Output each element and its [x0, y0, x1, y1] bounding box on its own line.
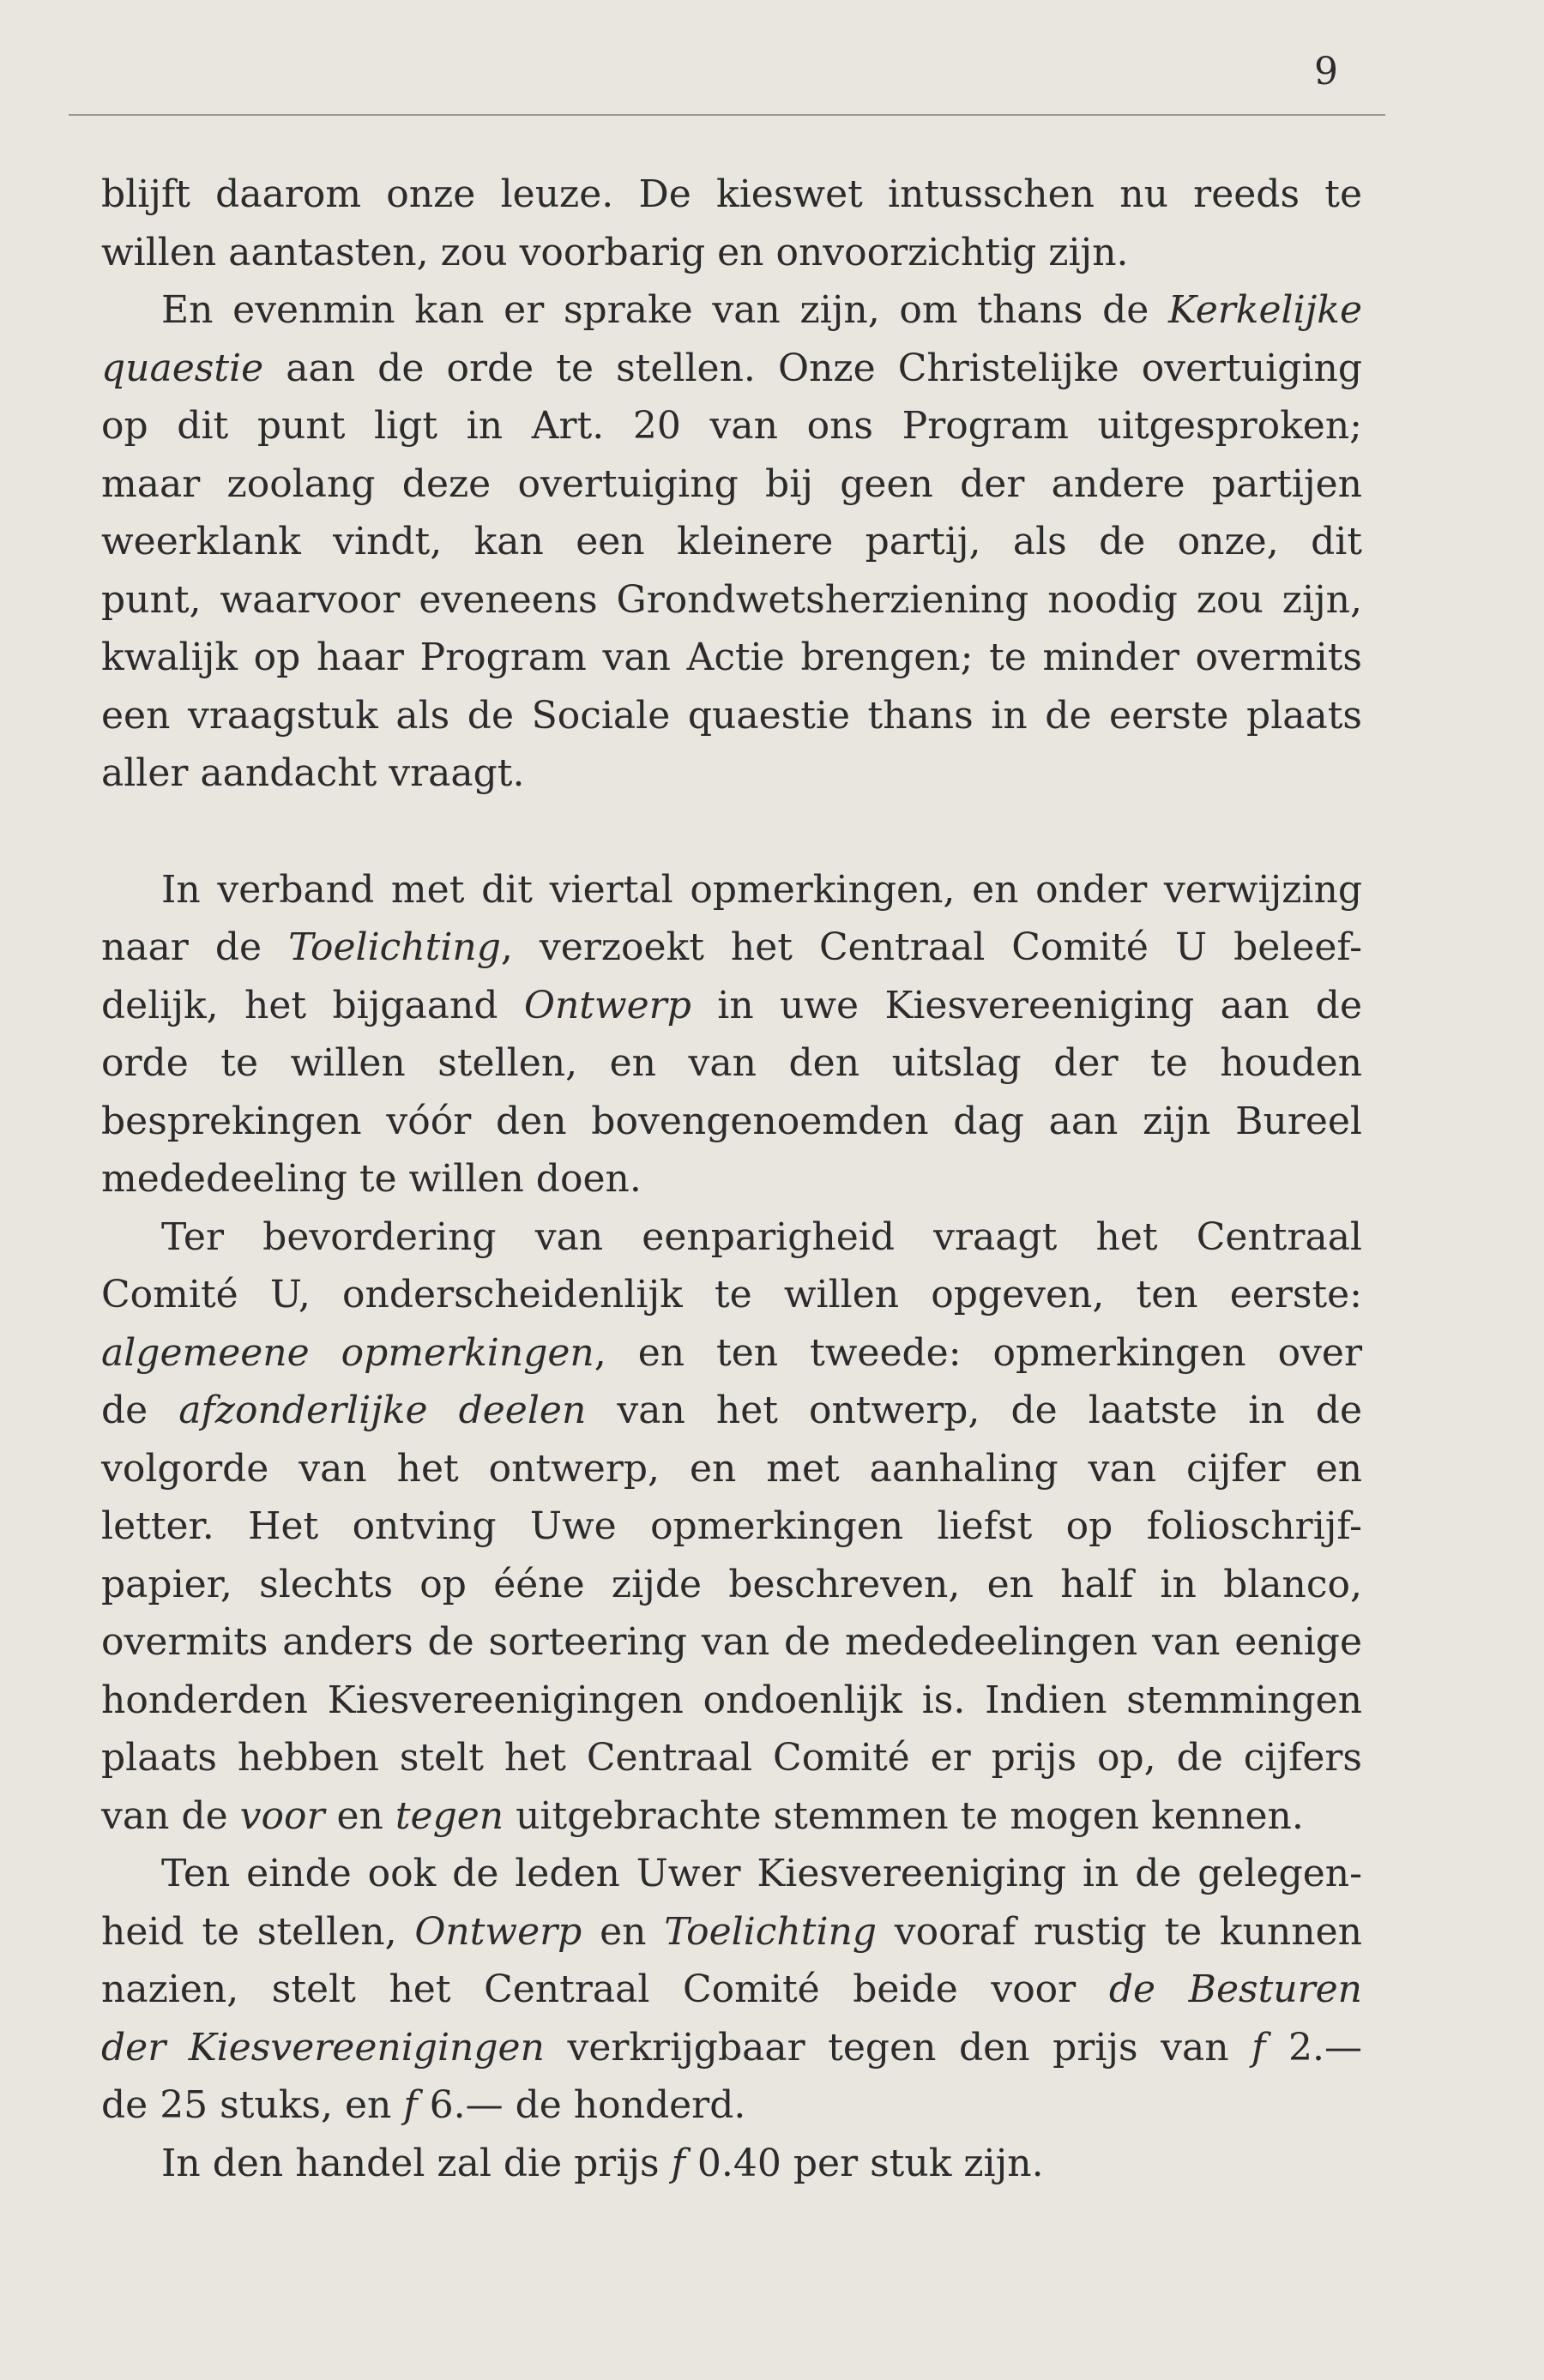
text-run: , verzoekt het Centraal Comité U beleef-: [500, 925, 1363, 969]
text-run: uitgebrachte stemmen te mogen kennen.: [504, 1793, 1304, 1838]
text-line: [101, 455, 1362, 514]
text-run: kwalijk op haar Program van Actie brengen; te minder overmits: [101, 636, 1362, 679]
body-text: [101, 166, 1362, 2192]
paragraph-gap: [101, 803, 1362, 861]
text-run: Ten einde ook de leden Uwer Kiesvereeniging in de gelegen-: [161, 1852, 1362, 1895]
text-run: willen aantasten, zou voorbarig en onvoorzichtig zijn.: [101, 230, 1129, 274]
text-run: punt, waarvoor eveneens Grondwetsherziening noodig zou zijn,: [101, 577, 1362, 622]
text-run: plaats hebben stelt het Centraal Comité er prijs op, de cijfers: [101, 1736, 1362, 1780]
paragraph: [101, 281, 1362, 803]
text-run: mededeeling te willen doen.: [101, 1157, 642, 1201]
text-line: [101, 281, 1362, 340]
text-line: [101, 1034, 1362, 1093]
text-run: en: [582, 1909, 665, 1954]
text-run: op dit punt ligt in Art. 20 van ons Program uitgesproken;: [101, 404, 1362, 448]
text-line: [101, 1382, 1362, 1440]
text-line: [101, 1266, 1362, 1324]
text-run: papier, slechts op ééne zijde beschreven, en half in blanco,: [101, 1562, 1362, 1606]
text-line: [101, 977, 1362, 1035]
text-run: Ter bevordering van eenparigheid vraagt het Centraal: [161, 1214, 1362, 1259]
italic-text: Ontwerp: [414, 1909, 582, 1954]
italic-text: Ontwerp: [523, 983, 691, 1027]
text-line: [101, 1903, 1362, 1961]
text-run: En evenmin kan er sprake van zijn, om thans de: [161, 288, 1169, 332]
page-number: 9: [1314, 50, 1338, 93]
text-line: [101, 166, 1362, 224]
text-line: [101, 1613, 1362, 1672]
text-line: [101, 1556, 1362, 1614]
italic-text: afzonderlijke deelen: [178, 1389, 587, 1432]
text-run: een vraagstuk als de Sociale quaestie thans in de eerste plaats: [101, 693, 1362, 738]
text-run: naar de: [101, 925, 289, 969]
italic-text: quaestie: [101, 346, 264, 390]
text-run: weerklank vindt, kan een kleinere partij, als de onze, dit: [101, 520, 1362, 563]
text-run: de 25 stuks, en: [101, 2083, 404, 2127]
text-run: vooraf rustig te kunnen: [877, 1909, 1362, 1954]
italic-text: f: [1251, 2025, 1266, 2070]
text-run: 0.40 per stuk zijn.: [685, 2141, 1044, 2185]
text-run: maar zoolang deze overtuiging bij geen der andere partijen: [101, 461, 1362, 506]
text-run: In den handel zal die prijs: [161, 2141, 672, 2185]
text-run: volgorde van het ontwerp, en met aanhaling van cijfer en: [101, 1446, 1362, 1491]
paragraph: [101, 1208, 1362, 1846]
text-line: [101, 1440, 1362, 1498]
text-line: [101, 1787, 1362, 1846]
italic-text: algemeene opmerkingen: [101, 1330, 594, 1375]
text-line: [101, 629, 1362, 687]
text-line: [101, 2135, 1362, 2193]
text-run: blijft daarom onze leuze. De kieswet intusschen nu reeds te: [101, 172, 1362, 216]
italic-text: f: [403, 2083, 418, 2127]
text-line: [101, 1150, 1362, 1208]
italic-text: Toelichting: [288, 925, 501, 969]
italic-text: der Kiesvereenigingen: [101, 2025, 545, 2070]
text-line: [101, 1961, 1362, 2019]
italic-text: voor: [239, 1793, 325, 1838]
text-run: aan de orde te stellen. Onze Christelijke overtuiging: [263, 346, 1362, 390]
text-line: [101, 1845, 1362, 1903]
paragraph: [101, 861, 1362, 1208]
header-rule: [69, 114, 1385, 116]
text-line: [101, 1672, 1362, 1730]
text-run: en: [324, 1793, 395, 1838]
text-line: [101, 687, 1362, 745]
text-run: honderden Kiesvereenigingen ondoenlijk is. Indien stemmingen: [101, 1678, 1362, 1722]
paragraph: [101, 166, 1362, 281]
text-line: [101, 340, 1362, 398]
text-line: [101, 571, 1362, 630]
text-line: [101, 1729, 1362, 1787]
paragraph: [101, 1845, 1362, 2135]
text-line: [101, 2019, 1362, 2077]
text-run: letter. Het ontving Uwe opmerkingen liefst op folioschrijf-: [101, 1504, 1362, 1548]
text-line: [101, 744, 1362, 803]
text-line: [101, 513, 1362, 571]
text-run: overmits anders de sorteering van de mededeelingen van eenige: [101, 1620, 1362, 1664]
text-run: 6.— de honderd.: [417, 2083, 746, 2127]
text-line: [101, 224, 1362, 282]
text-line: [101, 1093, 1362, 1151]
text-run: van de: [101, 1793, 240, 1838]
italic-text: de Besturen: [1108, 1967, 1362, 2011]
text-line: [101, 1324, 1362, 1383]
text-run: van het ontwerp, de laatste in de: [586, 1389, 1362, 1432]
paragraph: [101, 2135, 1362, 2193]
text-line: [101, 1497, 1362, 1556]
text-run: aller aandacht vraagt.: [101, 751, 525, 795]
text-run: de: [101, 1389, 179, 1432]
text-line: [101, 919, 1362, 977]
text-run: heid te stellen,: [101, 1909, 415, 1954]
text-run: delijk, het bijgaand: [101, 983, 524, 1027]
text-line: [101, 1208, 1362, 1267]
text-run: , en ten tweede: opmerkingen over: [594, 1330, 1362, 1375]
italic-text: tegen: [395, 1793, 504, 1838]
text-run: nazien, stelt het Centraal Comité beide voor: [101, 1967, 1109, 2011]
text-run: orde te willen stellen, en van den uitslag der te houden: [101, 1041, 1362, 1085]
text-run: besprekingen vóór den bovengenoemden dag aan zijn Bureel: [101, 1099, 1362, 1143]
text-run: 2.—: [1265, 2025, 1362, 2070]
text-run: Comité U, onderscheidenlijk te willen opgeven, ten eerste:: [101, 1273, 1362, 1317]
text-run: in uwe Kiesvereeniging aan de: [691, 983, 1362, 1027]
italic-text: f: [671, 2141, 685, 2185]
text-run: verkrijgbaar tegen den prijs van: [544, 2025, 1252, 2070]
text-line: [101, 861, 1362, 919]
italic-text: Kerkelijke: [1168, 288, 1362, 332]
text-run: In verband met dit viertal opmerkingen, en onder verwijzing: [161, 867, 1362, 912]
text-line: [101, 397, 1362, 455]
italic-text: Toelichting: [664, 1909, 878, 1954]
text-line: [101, 2076, 1362, 2135]
